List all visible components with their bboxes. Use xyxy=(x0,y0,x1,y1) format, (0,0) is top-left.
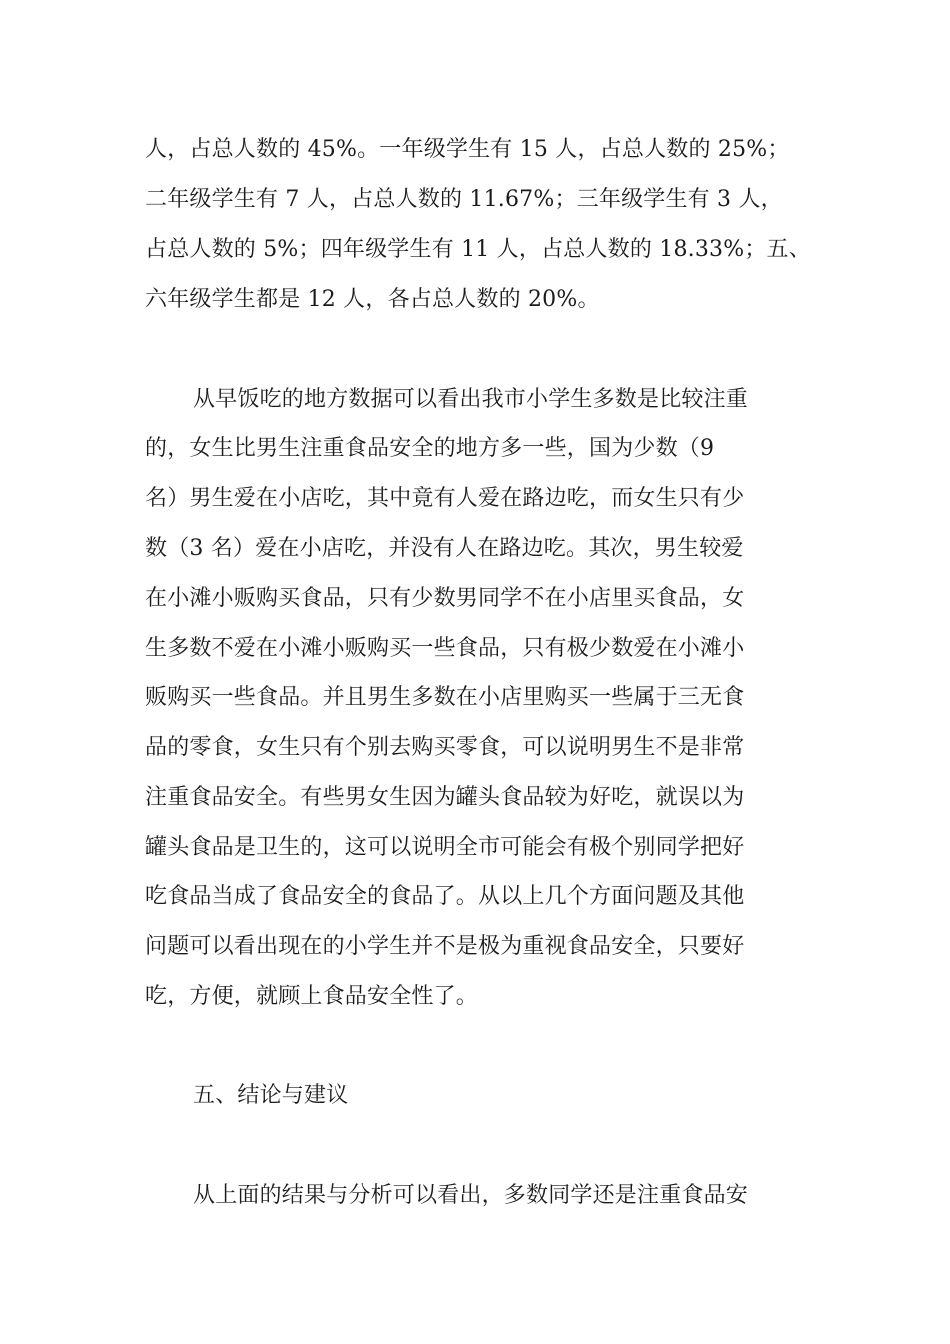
paragraph-line: 生多数不爱在小滩小贩购买一些食品，只有极少数爱在小滩小 xyxy=(145,636,745,661)
paragraph-line: 二年级学生有 7 人，占总人数的 11.67%；三年级学生有 3 人， xyxy=(145,187,783,212)
paragraph-line: 从早饭吃的地方数据可以看出我市小学生多数是比较注重 xyxy=(193,387,749,412)
paragraph-line: 在小滩小贩购买食品，只有少数男同学不在小店里买食品，女 xyxy=(145,586,745,611)
paragraph-line: 罐头食品是卫生的，这可以说明全市可能会有极个别同学把好 xyxy=(145,835,745,860)
paragraph-line: 人，占总人数的 45%。一年级学生有 15 人，占总人数的 25%； xyxy=(145,137,790,162)
paragraph-line: 注重食品安全。有些男女生因为罐头食品较为好吃，就误以为 xyxy=(145,785,745,810)
paragraph-line: 问题可以看出现在的小学生并不是极为重视食品安全，只要好 xyxy=(145,934,745,959)
paragraph-line: 占总人数的 5%；四年级学生有 11 人，占总人数的 18.33%；五、 xyxy=(145,237,811,262)
paragraph-line: 品的零食，女生只有个别去购买零食，可以说明男生不是非常 xyxy=(145,735,745,760)
paragraph-line: 的，女生比男生注重食品安全的地方多一些，国为少数（9 xyxy=(145,436,715,461)
paragraph-line: 名）男生爱在小店吃，其中竟有人爱在路边吃，而女生只有少 xyxy=(145,486,745,511)
paragraph-line: 吃，方便，就顾上食品安全性了。 xyxy=(145,984,479,1009)
paragraph-line: 从上面的结果与分析可以看出，多数同学还是注重食品安 xyxy=(193,1183,749,1208)
paragraph-line: 六年级学生都是 12 人，各占总人数的 20%。 xyxy=(145,287,600,312)
section-heading: 五、结论与建议 xyxy=(193,1083,349,1108)
paragraph-line: 贩购买一些食品。并且男生多数在小店里购买一些属于三无食 xyxy=(145,685,745,710)
paragraph-line: 数（3 名）爱在小店吃，并没有人在路边吃。其次，男生较爱 xyxy=(145,536,744,561)
paragraph-line: 吃食品当成了食品安全的食品了。从以上几个方面问题及其他 xyxy=(145,884,745,909)
